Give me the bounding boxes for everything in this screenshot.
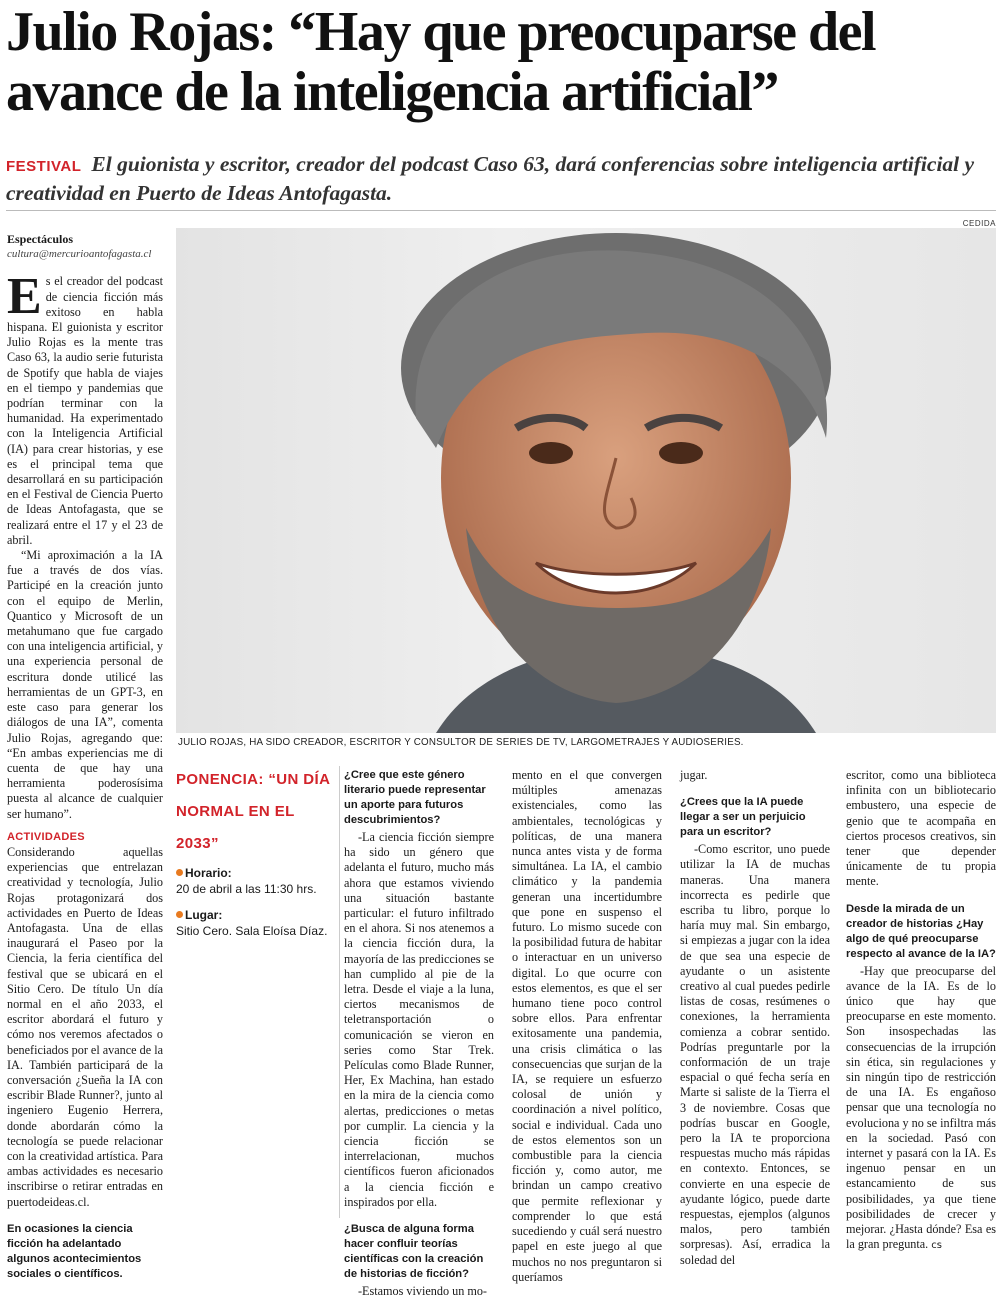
column-5	[680, 768, 830, 1268]
info-box	[176, 764, 332, 950]
question: ¿Cree que este género literario puede representar un aporte para futuros descubrimientos?	[344, 769, 486, 826]
horario-value: 20 de abril a las 11:30 hrs.	[176, 882, 317, 896]
question: ¿Busca de alguna forma hacer confluir teorías científicas con la creación de historias de ficción?	[344, 1223, 484, 1281]
lugar-label: Lugar:	[185, 908, 223, 922]
column-divider	[339, 766, 340, 1218]
paragraph: “Mi aproximación a la IA fue a través de dos vías. Participé en la creación junto con el equipo de Merlin, Quantico y Microsoft de un metahumano que fue cargado con una inteligencia artificial, y una experiencia personal de escritura donde utilicé las herramientas de un GPT-3, en este caso para generar los diálogos de una IA”, comenta Julio Rojas, agregando que: “En ambas experiencias me di cuenta de que hay una herramienta poderosísima puesta al alcance de cualquier ser humano”.	[7, 548, 163, 821]
answer: -Como escritor, uno puede utilizar la IA de muchas maneras. Una manera incorrecta es pedirle que escriba tu libro, porque lo haría muy mal. Sin embargo, si empiezas a jugar con la idea de que sea una especie de ayudante o un asistente creativo al cual puedes pedirle listas de cosas, resúmenes o conexiones, la herramienta comienza a cobrar sentido. Podrías preguntarle por la conformación de un traje espacial o qué fecha sería en Marte si saliste de la Tierra el 3 de noviembre. Cosas que podrías buscar en Google, pero la IA te proporciona respuestas mucho más rápidas en contexto. Entonces, se convierte en una especie de ayudante lógico, puede darte respuestas, ejemplos (algunos malos, pero también sorpresas). Así, erradica la soledad del	[680, 842, 830, 1267]
question: Desde la mirada de un creador de historias ¿Hay algo de qué preocuparse respecto al avance de la IA?	[846, 902, 996, 960]
photo-caption: JULIO ROJAS, HA SIDO CREADOR, ESCRITOR Y CONSULTOR DE SERIES DE TV, LARGOMETRAJES Y AUDIOSERIES.	[178, 737, 744, 748]
kicker: FESTIVAL	[6, 158, 82, 175]
column-1	[7, 232, 163, 1282]
horario-label: Horario:	[185, 866, 232, 880]
column-3	[344, 768, 494, 1299]
header-rule	[6, 210, 996, 211]
bullet-dot-icon	[176, 869, 183, 876]
answer: -La ciencia ficción siempre ha sido un género que adelanta el futuro, mucho más ahora que estamos viviendo una situación bastante particular: el futuro infiltrado en el ahora. Si nos atenemos a la ciencia ficción dura, la mayoría de las predicciones se han cumplido al pie de la letra. Desde el viaje a la luna, ciertos mecanismos de teletransportación o comunicación se vieron en series como Star Trek. Películas como Blade Runner, Her, Ex Machina, han estado en la mira de la ciencia como alertas, predicciones o metas por cumplir. La ciencia y la ciencia ficción se interrelacionan, muchos científicos fueron aficionados a la ciencia ficción e inspirados por ella.	[344, 830, 494, 1209]
drop-cap: E	[7, 268, 42, 326]
schedule-entry	[176, 866, 332, 896]
paragraph: Es el creador del podcast de ciencia ficción más exitoso en habla hispana. El guionista y escritor Julio Rojas es la mente tras Caso 63, la audio serie futurista de Spotify que habla de viajes en el tiempo y pandemias que podrían terminar con la humanidad. Ha experimentado con la Inteligencia Artificial (IA) para crear historias, y ese es el principal tema que desarrollará en su participación en el Festival de Ciencia Puerto de Ideas Antofagasta, que se realizará entre el 17 y el 23 de abril.	[7, 268, 163, 547]
paragraph: jugar.	[680, 768, 708, 782]
answer: -Estamos viviendo un mo-	[358, 1284, 487, 1299]
lugar-value: Sitio Cero. Sala Eloísa Díaz.	[176, 924, 328, 938]
deck-row	[6, 150, 996, 208]
location-entry	[176, 908, 332, 938]
paragraph: mento en el que convergen múltiples amenazas existenciales, como las ambientales, tecnológicas y políticas, de una manera nunca antes vista y de forma simultánea. La IA, el cambio climático y la pandemia generan una incertidumbre que pone en suspenso el futuro. Lo mismo sucede con la posibilidad futura de habitar o interactuar en un universo digital. Lo que ocurre con estos elementos, es que el ser humano tiene poco control sobre ellos. Para enfrentar exitosamente una pandemia, una crisis climática o las consecuencias que surjan de la IA, se requiere un esfuerzo colosal de unión y coordinación a nivel político, social e individual. Cada uno de estos elementos son un combustible para la ciencia ficción y, como autor, me brindan un campo creativo que permite reflexionar y comprender lo que está sucediendo y cuál será nuestro papel en este juego al que muchos no nos preguntaron si queríamos	[512, 768, 662, 1284]
paragraph: Considerando aquellas experiencias que entrelazan creatividad y tecnología, Julio Rojas protagonizará dos actividades en Puerto de Ideas Antofagasta. Una de ellas inaugurará el Paseo por la Ciencia, la feria científica del festival que se ubicará en el Sitio Cero. De título Un día normal en el año 2033, el escritor abordará el futuro y cómo nos veremos afectados o beneficiados por el avance de la IA. También participará de la conversación ¿Sueña la IA con escribir Blade Runner?, junto al ingeniero Eugenio Herrera, donde abordarán cómo la tecnología se puede relacionar con la creatividad artística. Para ambas actividades es necesario inscribirse o retirar entradas en puertodeideas.cl.	[7, 844, 163, 1209]
column-6	[846, 768, 996, 1253]
portrait-photo	[176, 228, 996, 733]
photo-credit: CEDIDA	[962, 219, 996, 228]
bullet-dot-icon	[176, 911, 183, 918]
paragraph: escritor, como una biblioteca infinita con un bibliotecario embustero, una especie de genio que te acompaña en ciertos procesos creativos, sin tener que depender únicamente de tu propia mente.	[846, 768, 996, 889]
pull-quote: En ocasiones la ciencia ficción ha adelantado algunos acontecimientos sociales o científicos.	[7, 1222, 142, 1280]
deck: El guionista y escritor, creador del podcast Caso 63, dará conferencias sobre inteligencia artificial y creatividad en Puerto de Ideas Antofagasta.	[6, 152, 975, 205]
section-heading: ACTIVIDADES	[7, 830, 85, 843]
byline-section: Espectáculos	[7, 232, 73, 246]
question: ¿Crees que la IA puede llegar a ser un perjuicio para un escritor?	[680, 796, 806, 839]
end-mark: cs	[931, 1240, 942, 1252]
portrait-illustration	[176, 228, 996, 733]
box-title: PONENCIA: “UN DÍA NORMAL EN EL 2033”	[176, 771, 330, 852]
answer: -Hay que preocuparse del avance de la IA. Es de lo único que hay que preocuparse en este momento. Son insospechadas las consecuencias de la irrupción sin ética, sin regulaciones y sin ningún tipo de restricción de una IA. Es engañoso pensar que una tecnología no evoluciona y no se infiltra más en la sociedad. Pasó con internet y pasará con la IA. Es ingenuo pensar en un estancamiento de sus posibilidades, ya que tiene posibilidades de crecer y mejorar. ¿Hasta dónde? Esa es la gran pregunta. cs	[846, 963, 996, 1252]
byline-email[interactable]: cultura@mercurioantofagasta.cl	[7, 248, 152, 261]
headline: Julio Rojas: “Hay que preocuparse del avance de la inteligencia artificial”	[6, 1, 876, 123]
column-4	[512, 768, 662, 1285]
